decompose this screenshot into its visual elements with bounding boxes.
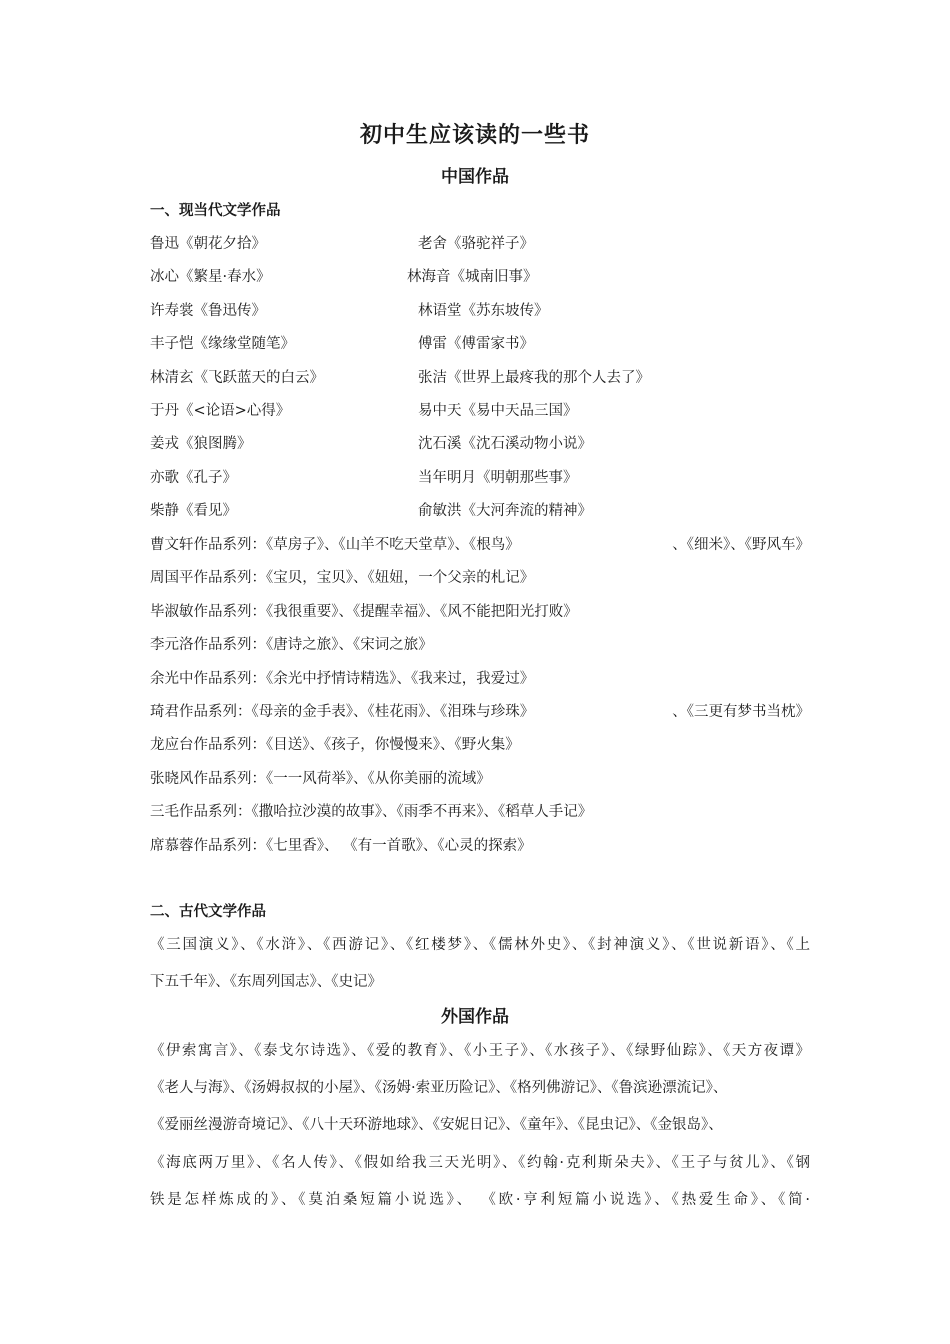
foreign-list-line: 《海底两万里》、《名人传》、《假如给我三天光明》、《约翰·克利斯朵夫》、《王子与贫儿》、《钢 — [150, 1155, 810, 1171]
foreign-list-line: 《伊索寓言》、《泰戈尔诗选》、《爱的教育》、《小王子》、《水孩子》、《绿野仙踪》、《天方夜谭》 — [150, 1043, 810, 1059]
book-entry-left: 亦歌《孔子》 — [150, 469, 237, 486]
page-title: 初中生应该读的一些书 — [359, 123, 590, 148]
book-entry-right: 当年明月《明朝那些事》 — [418, 469, 578, 486]
author-series-row — [150, 533, 810, 557]
book-entry-right: 傅雷《傅雷家书》 — [418, 336, 534, 353]
author-series-row — [150, 800, 810, 824]
foreign-list-line: 《老人与海》、《汤姆叔叔的小屋》、《汤姆·索亚历险记》、《格列佛游记》、《鲁滨逊漂流记》、 — [150, 1080, 728, 1096]
book-entry-right: 张洁《世界上最疼我的那个人去了》 — [418, 369, 650, 386]
book-entry-left: 丰子恺《缘缘堂随笔》 — [150, 336, 295, 353]
author-series-row — [150, 600, 810, 624]
book-entry-left: 鲁迅《朝花夕拾》 — [150, 236, 266, 252]
author-series-row — [150, 733, 810, 757]
book-entry-left: 林清玄《飞跃蓝天的白云》 — [150, 369, 324, 386]
book-entry-right: 沈石溪《沈石溪动物小说》 — [418, 436, 592, 453]
book-entry-right: 俞敏洪《大河奔流的精神》 — [418, 503, 592, 520]
book-entry-left: 柴静《看见》 — [150, 503, 237, 520]
author-series-row — [150, 633, 810, 657]
author-series-row — [150, 834, 810, 858]
series-text: 余光中作品系列：《余光中抒情诗精选》、《我来过，我爱过》 — [150, 670, 535, 687]
book-entry-right: 林海音《城南旧事》 — [407, 269, 538, 286]
ancient-list-line: 下五千年》、《东周列国志》、《史记》 — [150, 974, 382, 990]
book-entry-left: 姜戎《狼图腾》 — [150, 436, 252, 453]
book-entry-right: 老舍《骆驼祥子》 — [418, 236, 534, 252]
author-pair-row — [150, 499, 810, 523]
series-text: 席慕蓉作品系列：《七里香》、 《有一首歌》、《心灵的探索》 — [150, 837, 532, 854]
author-pair-row — [150, 432, 810, 456]
series-text: 琦君作品系列：《母亲的金手表》、《桂花雨》、《泪珠与珍珠》 — [150, 704, 535, 720]
author-pair-row — [150, 232, 810, 256]
series-text: 李元洛作品系列：《唐诗之旅》、《宋词之旅》 — [150, 637, 433, 654]
foreign-list-line: 铁是怎样炼成的》、《莫泊桑短篇小说选》、 《欧·亨利短篇小说选》、《热爱生命》、《简· — [150, 1192, 810, 1208]
author-pair-row — [150, 366, 810, 390]
author-pair-row — [150, 265, 810, 289]
book-entry-left: 于丹《<论语>心得》 — [150, 403, 291, 419]
section-title-foreign-works: 外国作品 — [441, 1007, 509, 1027]
series-text: 曹文轩作品系列：《草房子》、《山羊不吃天堂草》、《根鸟》 — [150, 537, 520, 553]
modern-literature-heading: 一、现当代文学作品 — [150, 203, 281, 219]
book-entry-left: 冰心《繁星·春水》 — [150, 269, 271, 286]
author-series-row — [150, 667, 810, 691]
author-pair-row — [150, 299, 810, 323]
series-text: 龙应台作品系列：《目送》、《孩子，你慢慢来》、《野火集》 — [150, 737, 520, 754]
ancient-literature-heading: 二、古代文学作品 — [150, 904, 266, 920]
author-pair-row — [150, 399, 810, 423]
series-text-continued: 、《细米》、《野风车》 — [672, 537, 810, 553]
author-pair-row — [150, 332, 810, 356]
series-text: 三毛作品系列：《撒哈拉沙漠的故事》、《雨季不再来》、《稻草人手记》 — [150, 804, 593, 821]
book-entry-left: 许寿裳《鲁迅传》 — [150, 302, 266, 319]
author-series-row — [150, 700, 810, 724]
series-text: 张晓风作品系列：《一一风荷举》、《从你美丽的流域》 — [150, 770, 491, 787]
series-text: 周国平作品系列：《宝贝，宝贝》、《妞妞，一个父亲的札记》 — [150, 570, 535, 587]
author-pair-row — [150, 466, 810, 490]
author-series-row — [150, 566, 810, 590]
series-text-continued: 、《三更有梦书当枕》 — [672, 704, 810, 720]
book-entry-right: 林语堂《苏东坡传》 — [418, 302, 549, 319]
book-entry-right: 易中天《易中天品三国》 — [418, 403, 578, 419]
foreign-list-line: 《爱丽丝漫游奇境记》、《八十天环游地球》、《安妮日记》、《童年》、《昆虫记》、《金银岛》、 — [150, 1117, 723, 1133]
section-title-chinese-works: 中国作品 — [441, 167, 509, 187]
ancient-list-line: 《三国演义》、《水浒》、《西游记》、《红楼梦》、《儒林外史》、《封神演义》、《世说新语》、《上 — [150, 937, 810, 953]
series-text: 毕淑敏作品系列：《我很重要》、《提醒幸福》、《风不能把阳光打败》 — [150, 603, 578, 620]
author-series-row — [150, 767, 810, 791]
